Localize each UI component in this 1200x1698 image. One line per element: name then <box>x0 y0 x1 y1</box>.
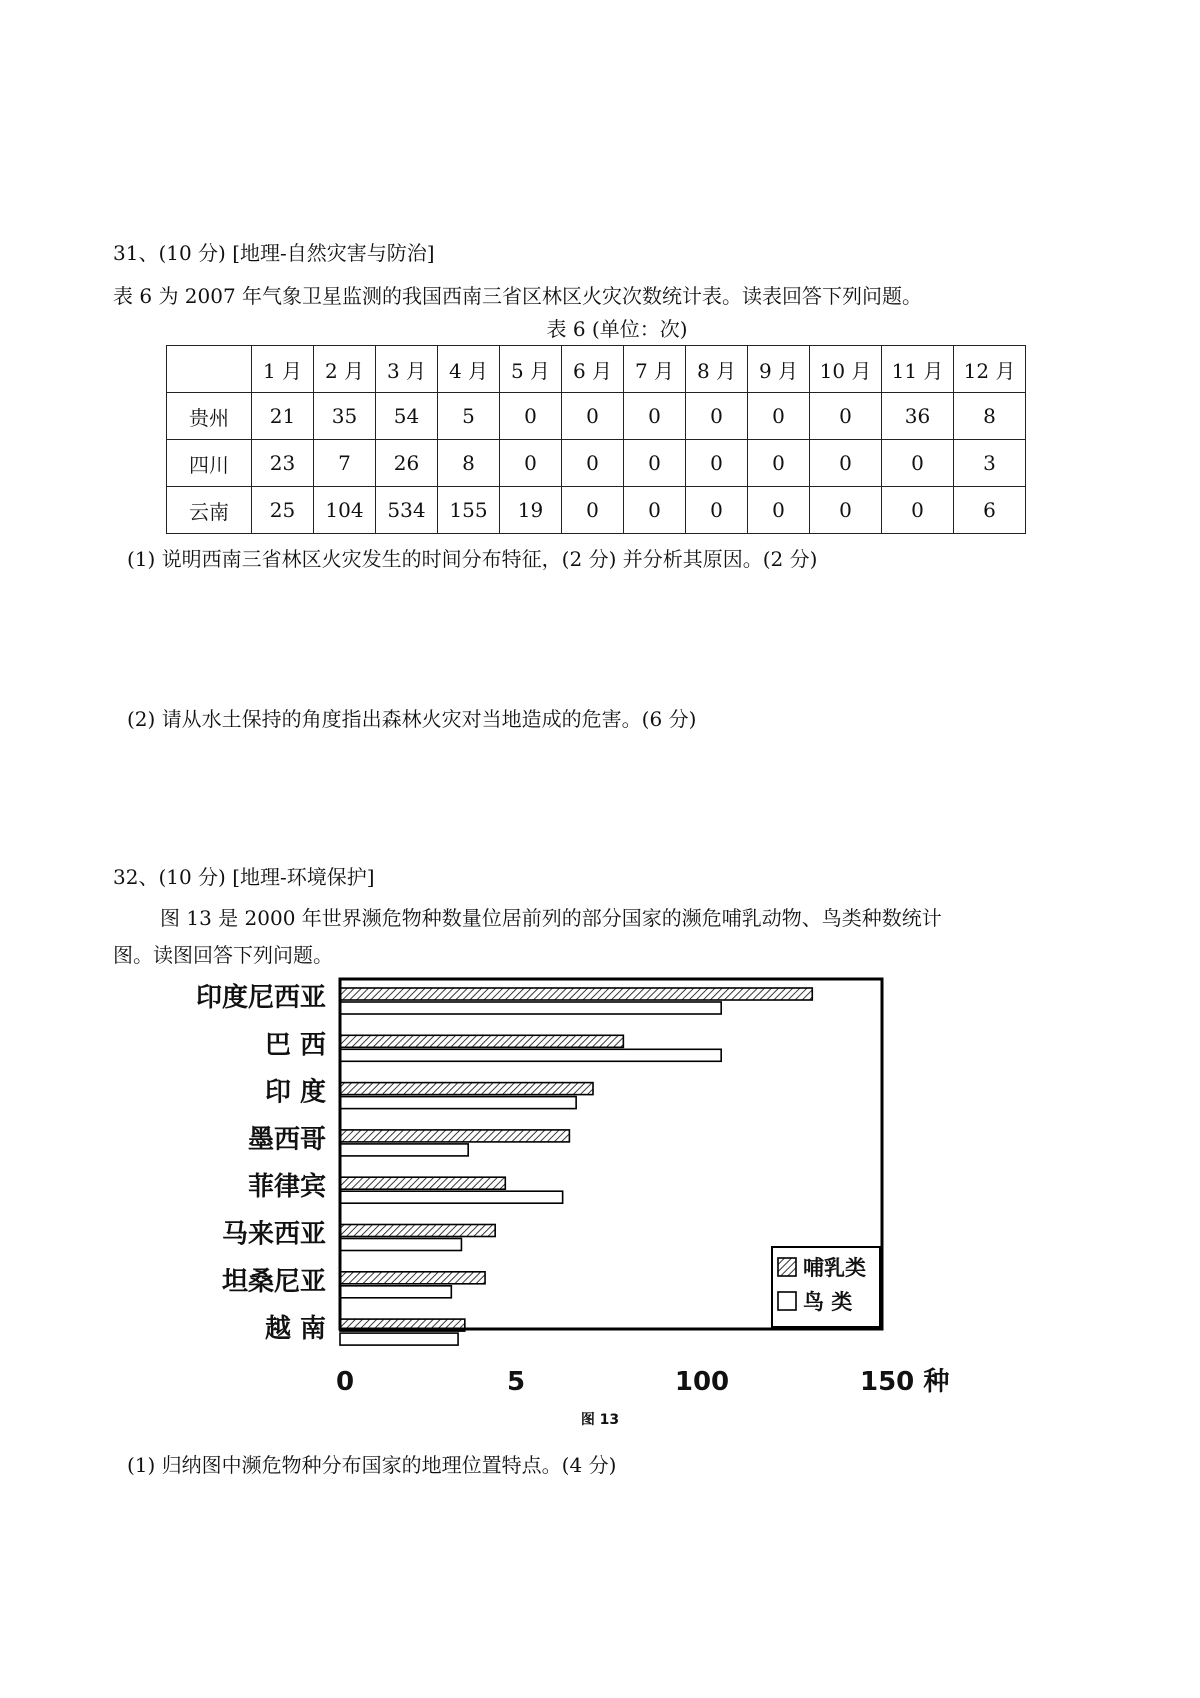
table-header-cell: 6 月 <box>562 346 624 393</box>
table-header-cell: 4 月 <box>438 346 500 393</box>
x-tick-label: 0 <box>335 1367 355 1397</box>
value-cell: 21 <box>252 393 314 440</box>
value-cell: 0 <box>748 393 810 440</box>
province-cell: 云南 <box>167 487 252 534</box>
value-cell: 0 <box>686 440 748 487</box>
bar-mammals <box>340 1035 623 1047</box>
value-cell: 0 <box>810 393 882 440</box>
value-cell: 5 <box>438 393 500 440</box>
value-cell: 54 <box>376 393 438 440</box>
value-cell: 26 <box>376 440 438 487</box>
value-cell: 155 <box>438 487 500 534</box>
bar-mammals <box>340 1272 485 1284</box>
bar-birds <box>340 1333 458 1345</box>
x-tick-label: 5 <box>506 1367 526 1397</box>
bar-birds <box>340 1191 563 1203</box>
value-cell: 25 <box>252 487 314 534</box>
table-header-cell: 1 月 <box>252 346 314 393</box>
table-header-cell: 8 月 <box>686 346 748 393</box>
value-cell: 0 <box>748 440 810 487</box>
legend-swatch-mammals <box>778 1258 796 1276</box>
figure-caption: 图 13 <box>580 1412 620 1428</box>
value-cell: 104 <box>314 487 376 534</box>
table-header-cell: 10 月 <box>810 346 882 393</box>
category-label-group <box>196 982 326 1344</box>
q31-subquestion-1: (1) 说明西南三省林区火灾发生的时间分布特征，(2 分) 并分析其原因。(2 分) <box>127 547 818 571</box>
x-tick-label: 150 种 <box>860 1367 950 1397</box>
bar-birds <box>340 1286 451 1298</box>
table-header-cell: 3 月 <box>376 346 438 393</box>
value-cell: 8 <box>438 440 500 487</box>
table-header-cell: 7 月 <box>624 346 686 393</box>
q31-subquestion-2: (2) 请从水土保持的角度指出森林火灾对当地造成的危害。(6 分) <box>127 707 697 731</box>
table-row-guizhou <box>167 393 1026 440</box>
legend-swatch-birds <box>778 1292 796 1310</box>
value-cell: 19 <box>500 487 562 534</box>
table-header-cell: 11 月 <box>882 346 954 393</box>
value-cell: 0 <box>562 487 624 534</box>
country-label: 坦桑尼亚 <box>221 1266 326 1297</box>
chart-legend <box>772 1247 880 1327</box>
value-cell: 0 <box>882 440 954 487</box>
value-cell: 36 <box>882 393 954 440</box>
value-cell: 23 <box>252 440 314 487</box>
country-label: 巴 西 <box>264 1030 326 1061</box>
table-header-cell: 2 月 <box>314 346 376 393</box>
table-row-yunnan <box>167 487 1026 534</box>
province-cell: 四川 <box>167 440 252 487</box>
country-label: 印 度 <box>264 1077 326 1108</box>
legend-label-mammals: 哺乳类 <box>803 1255 866 1280</box>
table-header-cell: 12 月 <box>954 346 1026 393</box>
value-cell: 3 <box>954 440 1026 487</box>
value-cell: 0 <box>500 440 562 487</box>
value-cell: 0 <box>810 440 882 487</box>
value-cell: 0 <box>686 487 748 534</box>
value-cell: 0 <box>624 393 686 440</box>
table-corner-cell <box>167 346 252 393</box>
bar-mammals <box>340 1225 495 1237</box>
bar-mammals <box>340 1130 569 1142</box>
value-cell: 0 <box>562 393 624 440</box>
value-cell: 0 <box>882 487 954 534</box>
x-tick-label: 100 <box>674 1367 730 1397</box>
country-label: 墨西哥 <box>247 1124 326 1155</box>
q32-intro-line-2: 图。读图回答下列问题。 <box>113 943 333 967</box>
table-header-row <box>167 346 1026 393</box>
bar-birds <box>340 1144 468 1156</box>
value-cell: 0 <box>624 487 686 534</box>
table-row-sichuan <box>167 440 1026 487</box>
table-header-cell: 9 月 <box>748 346 810 393</box>
endangered-species-bar-chart <box>0 960 1200 1430</box>
value-cell: 534 <box>376 487 438 534</box>
q32-subquestion-1: (1) 归纳图中濒危物种分布国家的地理位置特点。(4 分) <box>127 1453 617 1477</box>
country-label: 马来西亚 <box>221 1219 326 1250</box>
q31-heading: 31、(10 分) [地理-自然灾害与防治] <box>113 241 435 265</box>
table-caption: 表 6 (单位：次) <box>546 317 688 341</box>
legend-label-birds: 鸟 类 <box>803 1289 853 1314</box>
value-cell: 0 <box>686 393 748 440</box>
bar-mammals <box>340 1177 505 1189</box>
q31-intro: 表 6 为 2007 年气象卫星监测的我国西南三省区林区火灾次数统计表。读表回答下列问题。 <box>113 284 923 308</box>
bar-birds <box>340 1097 576 1109</box>
value-cell: 0 <box>500 393 562 440</box>
table-header-cell: 5 月 <box>500 346 562 393</box>
value-cell: 7 <box>314 440 376 487</box>
q32-heading: 32、(10 分) [地理-环境保护] <box>113 865 375 889</box>
bar-mammals <box>340 988 812 1000</box>
bar-birds <box>340 1049 721 1061</box>
bar-group <box>340 988 812 1345</box>
value-cell: 8 <box>954 393 1026 440</box>
value-cell: 0 <box>562 440 624 487</box>
value-cell: 0 <box>624 440 686 487</box>
fire-count-table <box>166 345 1026 534</box>
country-label: 印度尼西亚 <box>195 983 326 1013</box>
province-cell: 贵州 <box>167 393 252 440</box>
value-cell: 35 <box>314 393 376 440</box>
value-cell: 0 <box>810 487 882 534</box>
country-label: 越 南 <box>264 1314 326 1345</box>
value-cell: 0 <box>748 487 810 534</box>
q32-intro-line-1: 图 13 是 2000 年世界濒危物种数量位居前列的部分国家的濒危哺乳动物、鸟类种数统计 <box>160 906 942 930</box>
country-label: 菲律宾 <box>247 1172 326 1203</box>
value-cell: 6 <box>954 487 1026 534</box>
bar-birds <box>340 1239 461 1251</box>
bar-birds <box>340 1002 721 1014</box>
bar-mammals <box>340 1083 593 1095</box>
